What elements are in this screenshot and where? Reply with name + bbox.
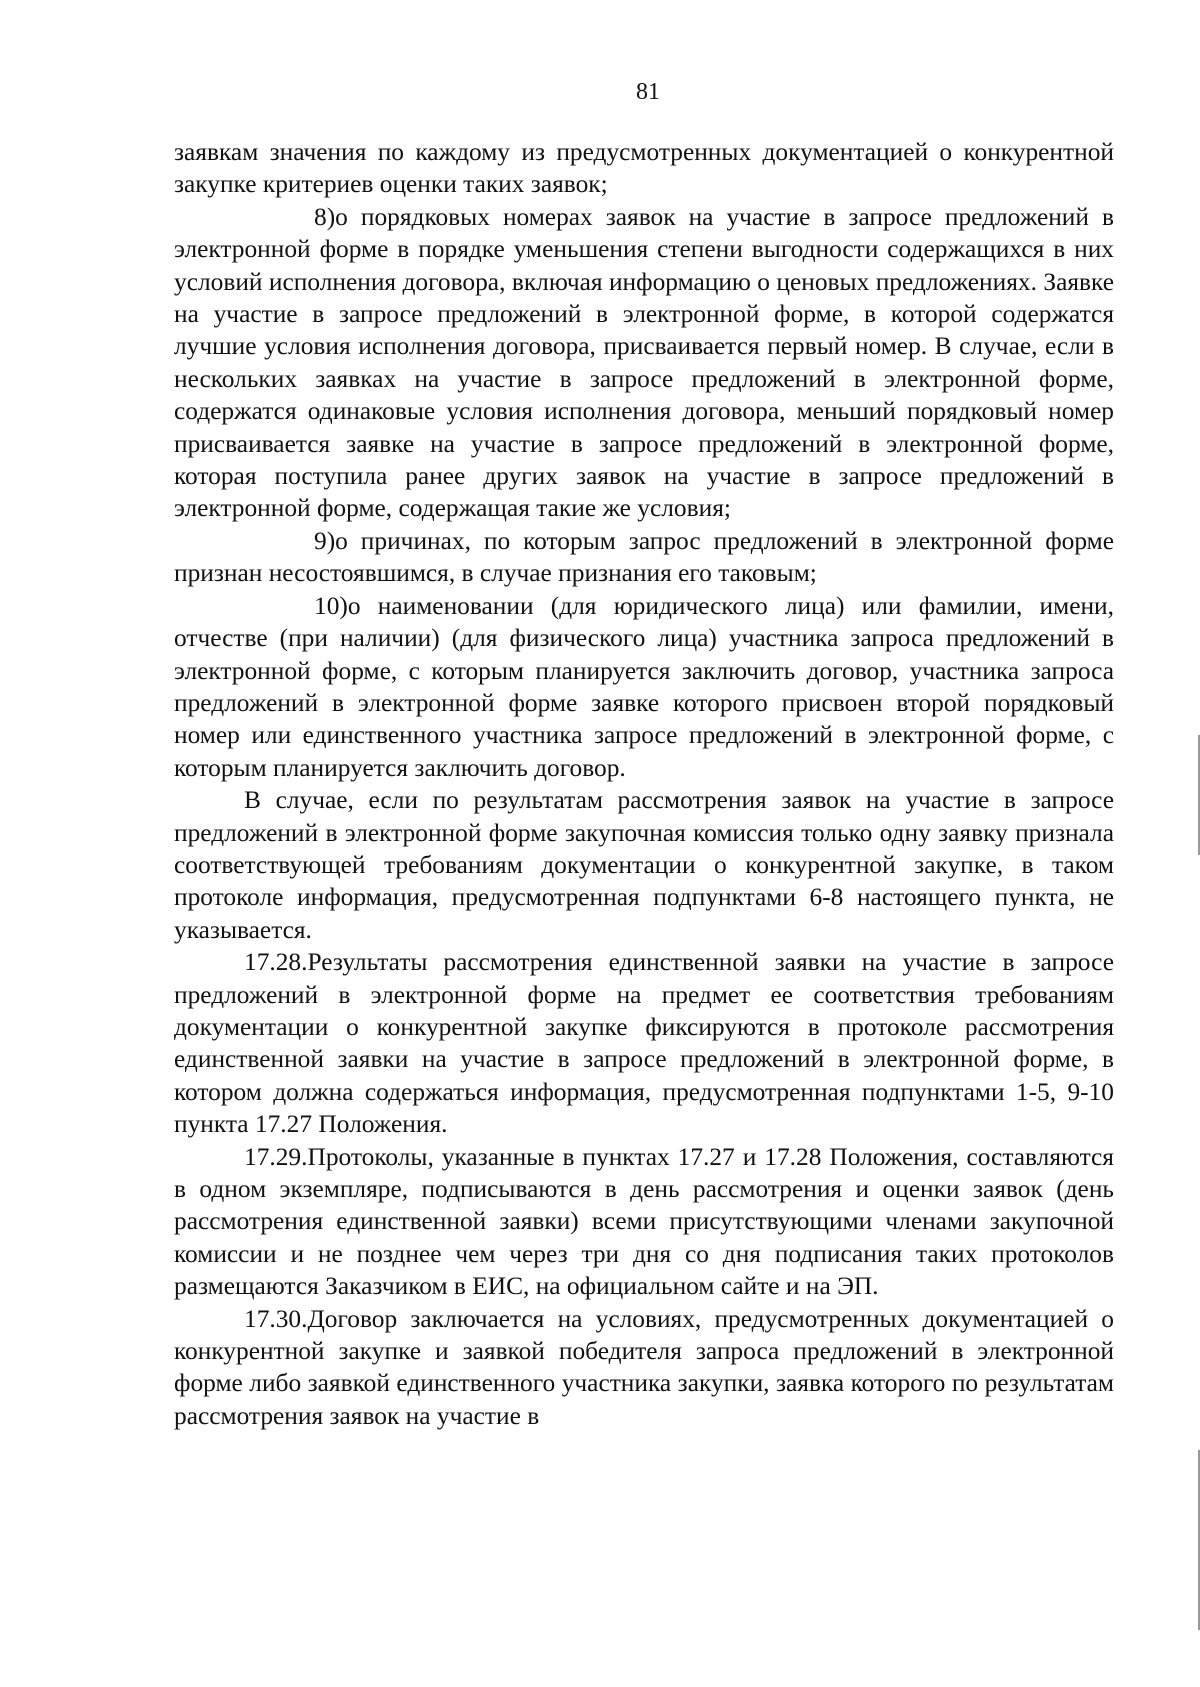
paragraph-17-28: 17.28.Результаты рассмотрения единственной заявки на участие в запросе предложений в электронной форме на предмет ее соответствия требованиям документации о конкурентной закупке фиксируются в протоколе рассмотрения единственной заявки на участие в запросе предложений в электронной форме, в котором должна содержаться информация, предусмотренная подпунктами 1-5, 9-10 пункта 17.27 Положения.: [174, 948, 1114, 1139]
paragraph-17-29: 17.29.Протоколы, указанные в пунктах 17.27 и 17.28 Положения, составляются в одном экземпляре, подписываются в день рассмотрения и оценки заявок (день рассмотрения единственной заявки) всеми присутствующими членами закупочной комиссии и не позднее чем через три дня со дня подписания таких протоколов размещаются Заказчиком в ЕИС, на официальном сайте и на ЭП.: [174, 1142, 1114, 1301]
list-item-text: о причинах, по которым запрос предложений в электронной форме признан несостоявшимся, в случае признания его таковым;: [174, 526, 1114, 588]
paragraph-17-30: 17.30.Договор заключается на условиях, предусмотренных документацией о конкурентной закупке и заявкой победителя запроса предложений в электронной форме либо заявкой единственного участника закупки, заявка которого по результатам рассмотрения заявок на участие в: [174, 1304, 1114, 1430]
list-item-text: о порядковых номерах заявок на участие в запросе предложений в электронной форме в порядке уменьшения степени выгодности содержащихся в них условий исполнения договора, включая информацию о ценовых предложениях. Заявке на участие в запросе предложений в электронной форме, в которой содержатся лучшие условия исполнения договора, присваивается первый номер. В случае, если в нескольких заявках на участие в запросе предложений в электронной форме, содержатся одинаковые условия исполнения договора, меньший порядковый номер присваивается заявке на участие в запросе предложений в электронной форме, которая поступила ранее других заявок на участие в запросе предложений в электронной форме, содержащая такие же условия;: [174, 202, 1114, 523]
list-item-number: 8): [314, 202, 336, 231]
list-item-9: [174, 525, 1114, 590]
list-item-number: 9): [314, 526, 336, 555]
page-number: 81: [636, 79, 660, 105]
document-body: [174, 136, 1114, 1432]
paragraph-continuation: заявкам значения по каждому из предусмотренных документацией о конкурентной закупке критериев оценки таких заявок;: [174, 138, 1114, 199]
list-item-number: 10): [314, 591, 348, 620]
list-item-8: [174, 201, 1114, 525]
list-item-text: о наименовании (для юридического лица) или фамилии, имени, отчестве (при наличии) (для физического лица) участника запроса предложений в электронной форме, с которым планируется заключить договор, участника запроса предложений в электронной форме заявке которого присвоен второй порядковый номер или единственного участника запросе предложений в электронной форме, с которым планируется заключить договор.: [174, 591, 1114, 782]
paragraph-single-application-case: В случае, если по результатам рассмотрения заявок на участие в запросе предложений в электронной форме закупочная комиссия только одну заявку признала соответствующей требованиям документации о конкурентной закупке, в таком протоколе информация, предусмотренная подпунктами 6-8 настоящего пункта, не указывается.: [174, 786, 1114, 944]
list-item-10: [174, 590, 1114, 784]
